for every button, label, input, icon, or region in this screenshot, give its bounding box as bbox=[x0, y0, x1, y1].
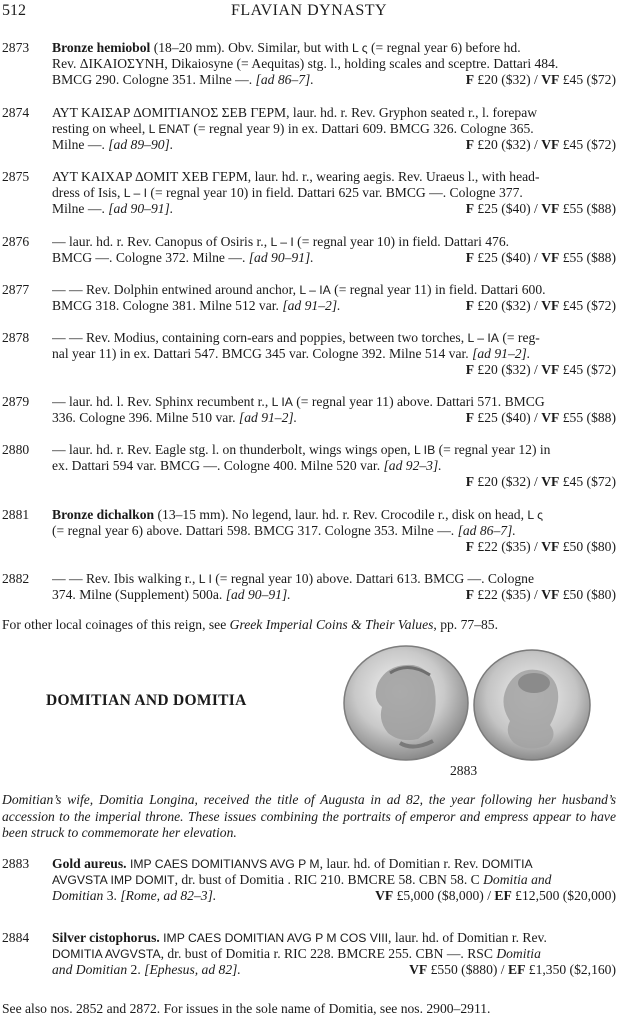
entry-number: 2884 bbox=[2, 930, 30, 945]
text-run: (= regnal year 11) in field. Dattari 600. bbox=[330, 282, 546, 297]
text-run: £20 ($32) / bbox=[474, 298, 542, 313]
price bbox=[409, 962, 616, 978]
text-run: £20 ($32) / bbox=[474, 137, 542, 152]
greek-imperial-note: For other local coinages of this reign, see Greek Imperial Coins & Their Values, pp. 77–85. bbox=[2, 617, 498, 632]
price bbox=[466, 201, 616, 217]
obverse-coin bbox=[344, 646, 468, 760]
entry-line bbox=[52, 250, 616, 266]
text-run: £45 ($72) bbox=[559, 362, 616, 377]
text-run: resting on wheel, bbox=[52, 121, 149, 136]
text-run: (= regnal year 10) in field. Dattari 476. bbox=[293, 234, 510, 249]
text-run: (= regnal year 10) above. Dattari 613. BMCG —. Cologne bbox=[211, 571, 534, 586]
text-run: — laur. hd. r. Rev. Canopus of Osiris r., bbox=[52, 234, 271, 249]
entry-number: 2875 bbox=[2, 169, 30, 184]
price bbox=[52, 474, 616, 490]
text-run: (= regnal year 9) in ex. Dattari 609. BMCG 326. Cologne 365. bbox=[189, 121, 534, 136]
text-run: — laur. hd. r. Rev. Eagle stg. l. on thunderbolt, wings wings open, bbox=[52, 442, 414, 457]
price bbox=[466, 137, 616, 153]
bold-text: F bbox=[465, 298, 475, 313]
entry-line bbox=[52, 105, 616, 121]
section-title: DOMITIAN AND DOMITIA bbox=[46, 692, 247, 709]
entry-description bbox=[52, 930, 616, 978]
text-run: £550 ($880) / bbox=[427, 962, 508, 977]
bold-text: VF bbox=[541, 72, 560, 87]
text-run: £45 ($72) bbox=[559, 474, 616, 489]
text-run: £20 ($32) / bbox=[474, 72, 542, 87]
entry-line bbox=[52, 201, 616, 217]
bold-text: Gold aureus. bbox=[52, 856, 127, 871]
italic-text: Domitia and bbox=[483, 872, 552, 887]
bold-text: F bbox=[465, 201, 475, 216]
text-run: £45 ($72) bbox=[559, 137, 616, 152]
text-run: Milne —. bbox=[52, 201, 109, 216]
bold-text: Silver cistophorus. bbox=[52, 930, 160, 945]
italic-text: Domitian bbox=[52, 888, 104, 903]
bold-text: VF bbox=[375, 888, 394, 903]
price bbox=[52, 362, 616, 378]
italic-text: [ad 89–90]. bbox=[108, 137, 174, 152]
legend-text: IMP CAES DOMITIAN AVG P M COS VIII bbox=[163, 931, 389, 945]
entry-line bbox=[52, 394, 616, 410]
italic-text: and Domitian bbox=[52, 962, 128, 977]
text-run: £55 ($88) bbox=[559, 250, 616, 265]
entry-line bbox=[52, 346, 616, 362]
entry-line bbox=[52, 137, 616, 153]
price bbox=[466, 298, 616, 314]
text-run: £22 ($35) / bbox=[474, 587, 542, 602]
text-run: , laur. hd. of Domitian r. Rev. bbox=[319, 856, 482, 871]
entry-line bbox=[52, 442, 616, 458]
entry-number: 2878 bbox=[2, 330, 30, 345]
legend-text: L I bbox=[198, 572, 212, 586]
text-run: (= regnal year 12) in bbox=[435, 442, 551, 457]
entry-line bbox=[52, 234, 616, 250]
entry-line bbox=[52, 185, 616, 201]
price bbox=[466, 587, 616, 603]
bold-text: VF bbox=[541, 201, 560, 216]
text-run: £25 ($40) / bbox=[474, 201, 542, 216]
entry-line bbox=[52, 458, 616, 474]
text-run: £12,500 ($20,000) bbox=[511, 888, 616, 903]
bold-text: F bbox=[465, 587, 475, 602]
text-run: BMCG 290. Cologne 351. Milne —. bbox=[52, 72, 256, 87]
legend-text: L – I bbox=[123, 186, 148, 200]
italic-text: 86–7]. bbox=[274, 72, 314, 87]
coin-photo-2883 bbox=[338, 643, 594, 761]
entry-description bbox=[52, 330, 616, 378]
text-run: 336. Cologne 396. Milne 510 var. bbox=[52, 410, 239, 425]
entry-description bbox=[52, 856, 616, 904]
entry-line bbox=[52, 962, 616, 978]
text-run: (= reg- bbox=[498, 330, 540, 345]
text-run: £1,350 ($2,160) bbox=[525, 962, 616, 977]
legend-text: L ς bbox=[352, 41, 368, 55]
bold-text: VF bbox=[541, 362, 560, 377]
price bbox=[466, 250, 616, 266]
book-title: Greek Imperial Coins & Their Values bbox=[229, 617, 434, 632]
italic-text: [ad 92–3]. bbox=[383, 458, 442, 473]
text-run: £45 ($72) bbox=[559, 72, 616, 87]
entry-line-text bbox=[52, 137, 173, 153]
italic-text: [ad 90–91]. bbox=[225, 587, 291, 602]
text-run: ΑΥΤ ΚΑΙΧΑΡ ΔΟΜΙΤ ΧΕΒ ΓΕΡΜ, laur. hd. r., wearing aegis. Rev. Uraeus l., with head- bbox=[52, 169, 540, 184]
italic-text: ad bbox=[260, 72, 275, 87]
entry-line-text bbox=[52, 250, 314, 266]
text-run: £25 ($40) / bbox=[474, 410, 542, 425]
entry-line-text bbox=[52, 962, 241, 978]
price bbox=[52, 539, 616, 555]
price bbox=[466, 410, 616, 426]
legend-text: DOMITIA bbox=[481, 857, 533, 871]
bold-text: VF bbox=[541, 137, 560, 152]
entry-description bbox=[52, 105, 616, 153]
text-run: — — Rev. Modius, containing corn-ears and poppies, between two torches, bbox=[52, 330, 468, 345]
bold-text: Bronze hemiobol bbox=[52, 40, 151, 55]
entry-line bbox=[52, 169, 616, 185]
text-run: (= regnal year 6) before hd. bbox=[367, 40, 521, 55]
bold-text: F bbox=[465, 362, 475, 377]
text-run: (13–15 mm). No legend, laur. hd. r. Rev. Crocodile r., disk on head, bbox=[154, 507, 528, 522]
italic-text: [ bbox=[255, 72, 261, 87]
bold-text: F bbox=[465, 539, 475, 554]
text-run: ΑΥΤ ΚΑΙΣΑΡ ΔΟΜΙΤΙΑΝΟΣ ΣΕΒ ΓΕΡΜ, laur. hd. r. Rev. Gryphon seated r., l. forepaw bbox=[52, 105, 538, 120]
italic-text: [ad 90–91]. bbox=[108, 201, 174, 216]
page-number: 512 bbox=[2, 2, 26, 19]
entry-description bbox=[52, 169, 616, 217]
running-title: FLAVIAN DYNASTY bbox=[230, 2, 388, 19]
coin-caption: 2883 bbox=[450, 763, 478, 778]
text-run: — — Rev. Dolphin entwined around anchor, bbox=[52, 282, 300, 297]
entry-line bbox=[52, 282, 616, 298]
entry-description bbox=[52, 40, 616, 88]
italic-text: [ad 90–91]. bbox=[248, 250, 314, 265]
text-run: , dr. bust of Domitia . RIC 210. BMCRE 58. CBN 58. C bbox=[174, 872, 484, 887]
entry-number: 2877 bbox=[2, 282, 30, 297]
entry-number: 2881 bbox=[2, 507, 30, 522]
text-run: £20 ($32) / bbox=[474, 362, 542, 377]
price bbox=[466, 72, 616, 88]
italic-text: [Rome, ad 82–3]. bbox=[120, 888, 217, 903]
legend-text: L – IA bbox=[299, 283, 331, 297]
coin-image bbox=[338, 643, 594, 761]
reverse-coin bbox=[474, 650, 590, 760]
bold-text: VF bbox=[541, 250, 560, 265]
bold-text: VF bbox=[541, 587, 560, 602]
bold-text: VF bbox=[541, 298, 560, 313]
entry-line bbox=[52, 856, 616, 872]
entry-description bbox=[52, 394, 616, 426]
italic-text: [ad 91–2]. bbox=[472, 346, 531, 361]
bold-text: VF bbox=[541, 474, 560, 489]
entry-line bbox=[52, 40, 616, 56]
text-run: £22 ($35) / bbox=[474, 539, 542, 554]
entry-line bbox=[52, 330, 616, 346]
legend-text: DOMITIA AVGVSTA bbox=[52, 947, 161, 961]
text-run: Milne —. bbox=[52, 137, 109, 152]
entry-line bbox=[52, 523, 616, 539]
italic-text: Domitia bbox=[496, 946, 541, 961]
entry-line bbox=[52, 298, 616, 314]
italic-text: [Ephesus, ad 82]. bbox=[144, 962, 241, 977]
entry-number: 2873 bbox=[2, 40, 30, 55]
entry-number: 2882 bbox=[2, 571, 30, 586]
bold-text: F bbox=[465, 137, 475, 152]
entry-line bbox=[52, 121, 616, 137]
legend-text: AVGVSTA IMP DOMIT bbox=[52, 873, 175, 887]
legend-text: L ENAT bbox=[148, 122, 190, 136]
text-run: (= regnal year 6) above. Dattari 598. BMCG 317. Cologne 353. Milne —. bbox=[52, 523, 458, 538]
text-run: (18–20 mm). Obv. Similar, but with bbox=[150, 40, 353, 55]
entry-line-text bbox=[52, 72, 314, 88]
entry-line bbox=[52, 888, 616, 904]
entry-line bbox=[52, 410, 616, 426]
text-run: (= regnal year 10) in field. Dattari 625 var. BMCG —. Cologne 377. bbox=[147, 185, 523, 200]
text-run: Rev. ΔΙΚΑΙΟΣΥΝΗ, Dikaiosyne (= Aequitas) stg. l., holding scales and sceptre. Dattari 484. bbox=[52, 56, 559, 71]
text-run: £55 ($88) bbox=[559, 410, 616, 425]
text-run: dress of Isis, bbox=[52, 185, 124, 200]
legend-text: L – I bbox=[270, 235, 294, 249]
text-run: BMCG —. Cologne 372. Milne —. bbox=[52, 250, 249, 265]
bold-text: F bbox=[465, 410, 475, 425]
bold-text: VF bbox=[409, 962, 428, 977]
legend-text: IMP CAES DOMITIANVS AVG P M bbox=[129, 857, 320, 871]
bold-text: VF bbox=[541, 410, 560, 425]
bold-text: EF bbox=[494, 888, 512, 903]
italic-text: [ad 91–2]. bbox=[282, 298, 341, 313]
text-run: — — Rev. Ibis walking r., bbox=[52, 571, 199, 586]
text-run: 3. bbox=[103, 888, 121, 903]
legend-text: L – IA bbox=[467, 331, 499, 345]
legend-text: L IB bbox=[413, 443, 436, 457]
entry-description bbox=[52, 282, 616, 314]
entry-line-text bbox=[52, 298, 341, 314]
entry-description bbox=[52, 571, 616, 603]
bold-text: F bbox=[465, 474, 475, 489]
entry-number: 2879 bbox=[2, 394, 30, 409]
entry-line-text bbox=[52, 410, 297, 426]
entry-line bbox=[52, 571, 616, 587]
entry-line bbox=[52, 507, 616, 523]
legend-text: L ς bbox=[527, 508, 543, 522]
text-run: 2. bbox=[127, 962, 145, 977]
page-header bbox=[0, 2, 618, 22]
entry-line-text bbox=[52, 201, 173, 217]
text-run: £20 ($32) / bbox=[474, 474, 542, 489]
text-run: 374. Milne (Supplement) 500a. bbox=[52, 587, 226, 602]
entry-line bbox=[52, 872, 616, 888]
text-run: nal year 11) in ex. Dattari 547. BMCG 345 var. Cologne 392. Milne 514 var. bbox=[52, 346, 473, 361]
footer-note: See also nos. 2852 and 2872. For issues in the sole name of Domitia, see nos. 2900–2911. bbox=[2, 1001, 491, 1016]
entry-line-text bbox=[52, 888, 216, 904]
text-run: £5,000 ($8,000) / bbox=[393, 888, 495, 903]
bold-text: F bbox=[465, 72, 475, 87]
entry-number: 2880 bbox=[2, 442, 30, 457]
text-run: £55 ($88) bbox=[559, 201, 616, 216]
text-run: BMCG 318. Cologne 381. Milne 512 var. bbox=[52, 298, 283, 313]
text-run: , laur. hd. of Domitian r. Rev. bbox=[388, 930, 547, 945]
entry-description bbox=[52, 234, 616, 266]
bold-text: Bronze dichalkon bbox=[52, 507, 155, 522]
intro-paragraph: Domitian’s wife, Domitia Longina, received the title of Augusta in ad 82, the year following her husband’s accession to the imperial throne. These issues combining the portraits of emperor and empress appear to have been struck to commemorate her elevation. bbox=[2, 792, 616, 840]
bold-text: EF bbox=[508, 962, 526, 977]
entry-number: 2874 bbox=[2, 105, 30, 120]
text-run: £45 ($72) bbox=[559, 298, 616, 313]
text-run: £25 ($40) / bbox=[474, 250, 542, 265]
entry-line bbox=[52, 946, 616, 962]
entry-description bbox=[52, 442, 616, 490]
entry-line bbox=[52, 56, 616, 72]
text-run: , dr. bust of Domitia r. RIC 228. BMCRE 255. CBN —. RSC bbox=[160, 946, 497, 961]
entry-line-text bbox=[52, 587, 291, 603]
entry-number: 2876 bbox=[2, 234, 30, 249]
bold-text: F bbox=[465, 250, 475, 265]
entry-line bbox=[52, 930, 616, 946]
text-run: ex. Dattari 594 var. BMCG —. Cologne 400. Milne 520 var. bbox=[52, 458, 384, 473]
text-run: £50 ($80) bbox=[559, 539, 616, 554]
price bbox=[375, 888, 616, 904]
bold-text: VF bbox=[541, 539, 560, 554]
text-run: — laur. hd. l. Rev. Sphinx recumbent r., bbox=[52, 394, 272, 409]
italic-text: [ad 86–7]. bbox=[457, 523, 516, 538]
entry-number: 2883 bbox=[2, 856, 30, 871]
entry-line bbox=[52, 587, 616, 603]
entry-line bbox=[52, 72, 616, 88]
text-run: £50 ($80) bbox=[559, 587, 616, 602]
italic-text: [ad 91–2]. bbox=[238, 410, 298, 425]
text-run: (= regnal year 11) above. Dattari 571. BMCG bbox=[292, 394, 545, 409]
legend-text: L IA bbox=[271, 395, 293, 409]
entry-description bbox=[52, 507, 616, 555]
